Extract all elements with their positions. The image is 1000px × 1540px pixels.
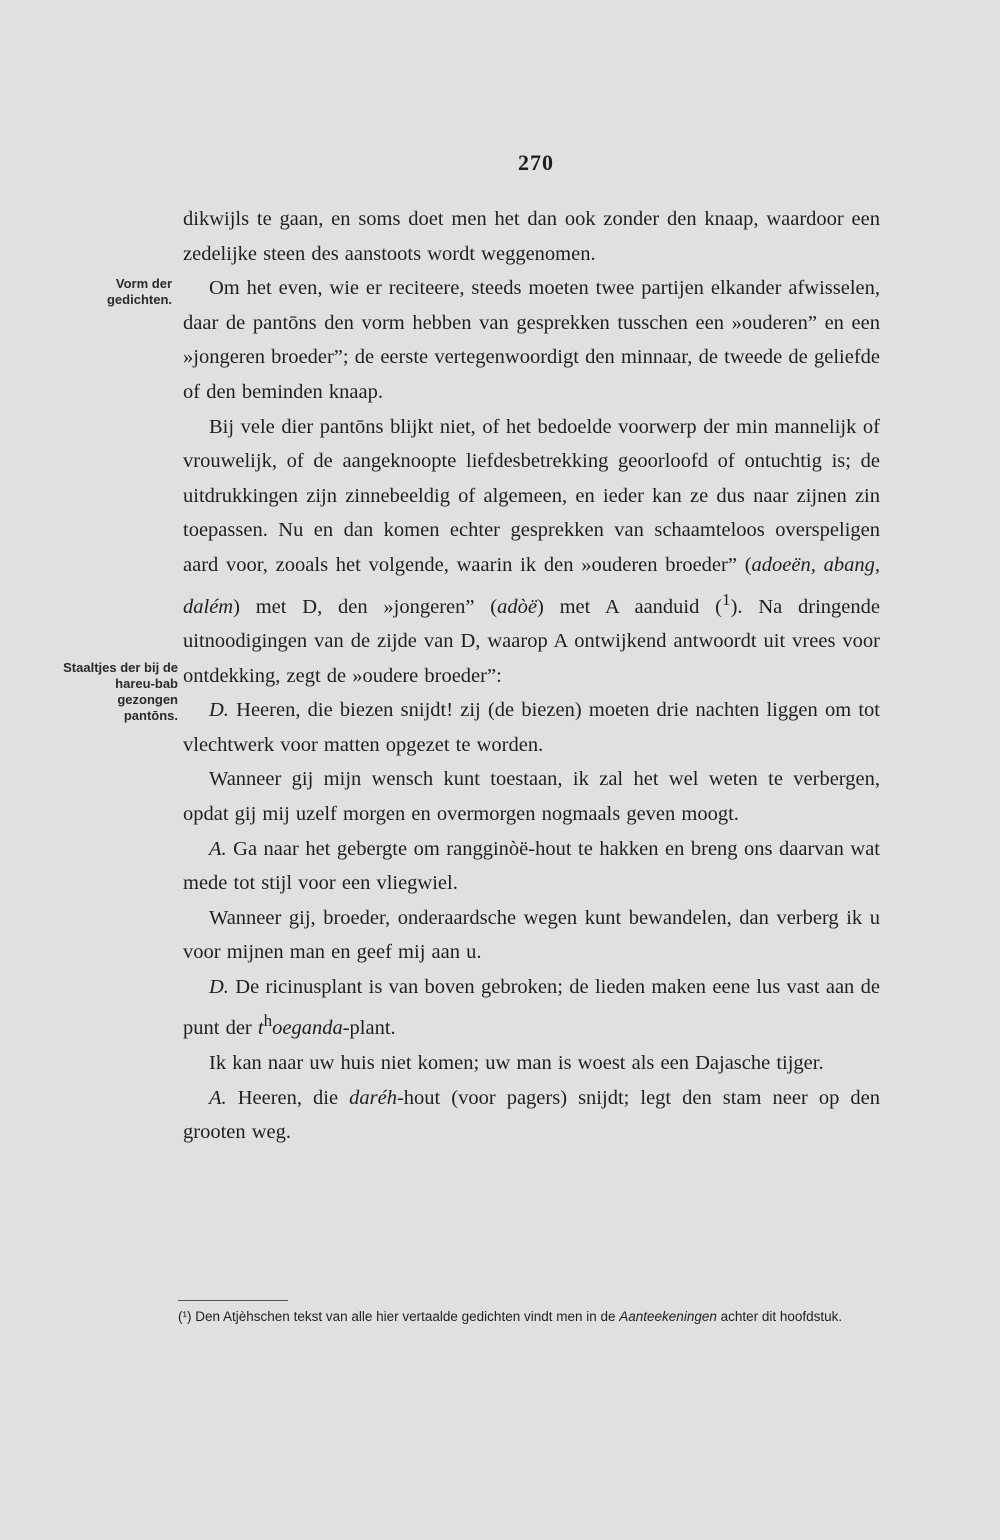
p8-italic: t [257,1017,264,1040]
p3-italic-1: adoeën, abang, dalém [183,553,880,618]
paragraph-1: dikwijls te gaan, en soms doet men het dan ook zonder den knaap, waardoor een zedelijke steen des aanstoots wordt weggenomen. [183,208,880,265]
p10-italic: daréh [349,1086,397,1109]
paragraph-10 [183,1081,880,1150]
paragraph-3 [183,410,880,694]
paragraph-8 [183,970,880,1046]
p8-italic-2: oeganda [272,1017,343,1040]
paragraph-6 [183,832,880,901]
page-number: 270 [518,150,554,175]
p10-text-a: Heeren, die [226,1086,350,1109]
speaker-label: D. [209,975,229,998]
p8-superscript: h [263,1011,273,1031]
paragraph-4 [183,693,880,762]
footnote-text-a: Den Atjèhschen tekst van alle hier vertaalde gedichten vindt men in de [191,1309,620,1324]
speaker-label: D. [209,699,229,722]
margin-note-form: Vorm der gedichten. [106,276,172,307]
p3-italic-2: adòë [497,595,537,618]
paragraph-7: Wanneer gij, broeder, onderaardsche wegen kunt bewandelen, dan verberg ik u voor mijnen man en geef mij aan u. [183,906,880,964]
footnote-italic: Aanteekeningen [619,1309,717,1324]
p4-text: Heeren, die biezen snijdt! zij (de biezen) moeten drie nachten liggen om tot vlechtwerk voor matten opgezet te worden. [183,699,880,756]
p3-text-b: ) met D, den »jongeren” ( [233,595,498,618]
body-text [183,202,880,1150]
footnote-marker: (¹) [178,1309,192,1324]
p10-text-b: -hout (voor pagers) snijdt; legt den stam neer op den grooten weg. [183,1086,880,1144]
p8-text-b: -plant. [342,1017,396,1040]
footnote-ref: 1 [722,589,731,609]
paragraph-5: Wanneer gij mijn wensch kunt toestaan, ik zal het wel weten te verbergen, opdat gij mij uzelf morgen en overmorgen nogmaals geven moogt. [183,768,880,825]
footnote-text-b: achter dit hoofdstuk. [716,1309,843,1324]
footnote-1 [178,1306,878,1328]
p3-text-d: ). Na dringende uitnoodigingen van de zijde van D, waarop A ontwijkend antwoordt uit vrees voor ontdekking, zegt de »oudere broeder”: [183,595,880,687]
footnotes [178,1306,878,1328]
paragraph-2: Om het even, wie er reciteere, steeds moeten twee partijen elkander afwisselen, daar de pantōns den vorm hebben van gesprekken tusschen een »ouderen” en een »jongeren broeder”; de eerste vertegenwoordigt den minnaar, de tweede de geliefde of den beminden knaap. [183,277,880,403]
p3-text-a: Bij vele dier pantōns blijkt niet, of het bedoelde voorwerp der min mannelijk of vrouwelijk, of de aangeknoopte liefdesbetrekking geoorloofd of ontuchtig is; de uitdrukkingen zijn zinnebeeldig of algemeen, en ieder kan ze dus naar zijnen zin toepassen. Nu en dan komen echter gesprekken van schaamteloos overspeligen aard voor, zooals het volgende, waarin ik den »ouderen broeder” ( [183,415,880,576]
margin-note-examples: Staaltjes der bij de hareu-bab gezongen pantōns. [63,660,178,723]
p8-text-a: De ricinusplant is van boven gebroken; de lieden maken eene lus vast aan de punt der [183,975,880,1040]
paragraph-9: Ik kan naar uw huis niet komen; uw man is woest als een Dajasche tijger. [209,1051,824,1074]
p3-text-c: ) met A aanduid ( [536,595,723,618]
speaker-label: A. [209,837,227,860]
footnote-divider [178,1300,288,1301]
speaker-label: A. [209,1086,227,1109]
p6-text: Ga naar het gebergte om rangginòë-hout te hakken en breng ons daarvan wat mede tot stijl voor een vliegwiel. [183,837,880,895]
